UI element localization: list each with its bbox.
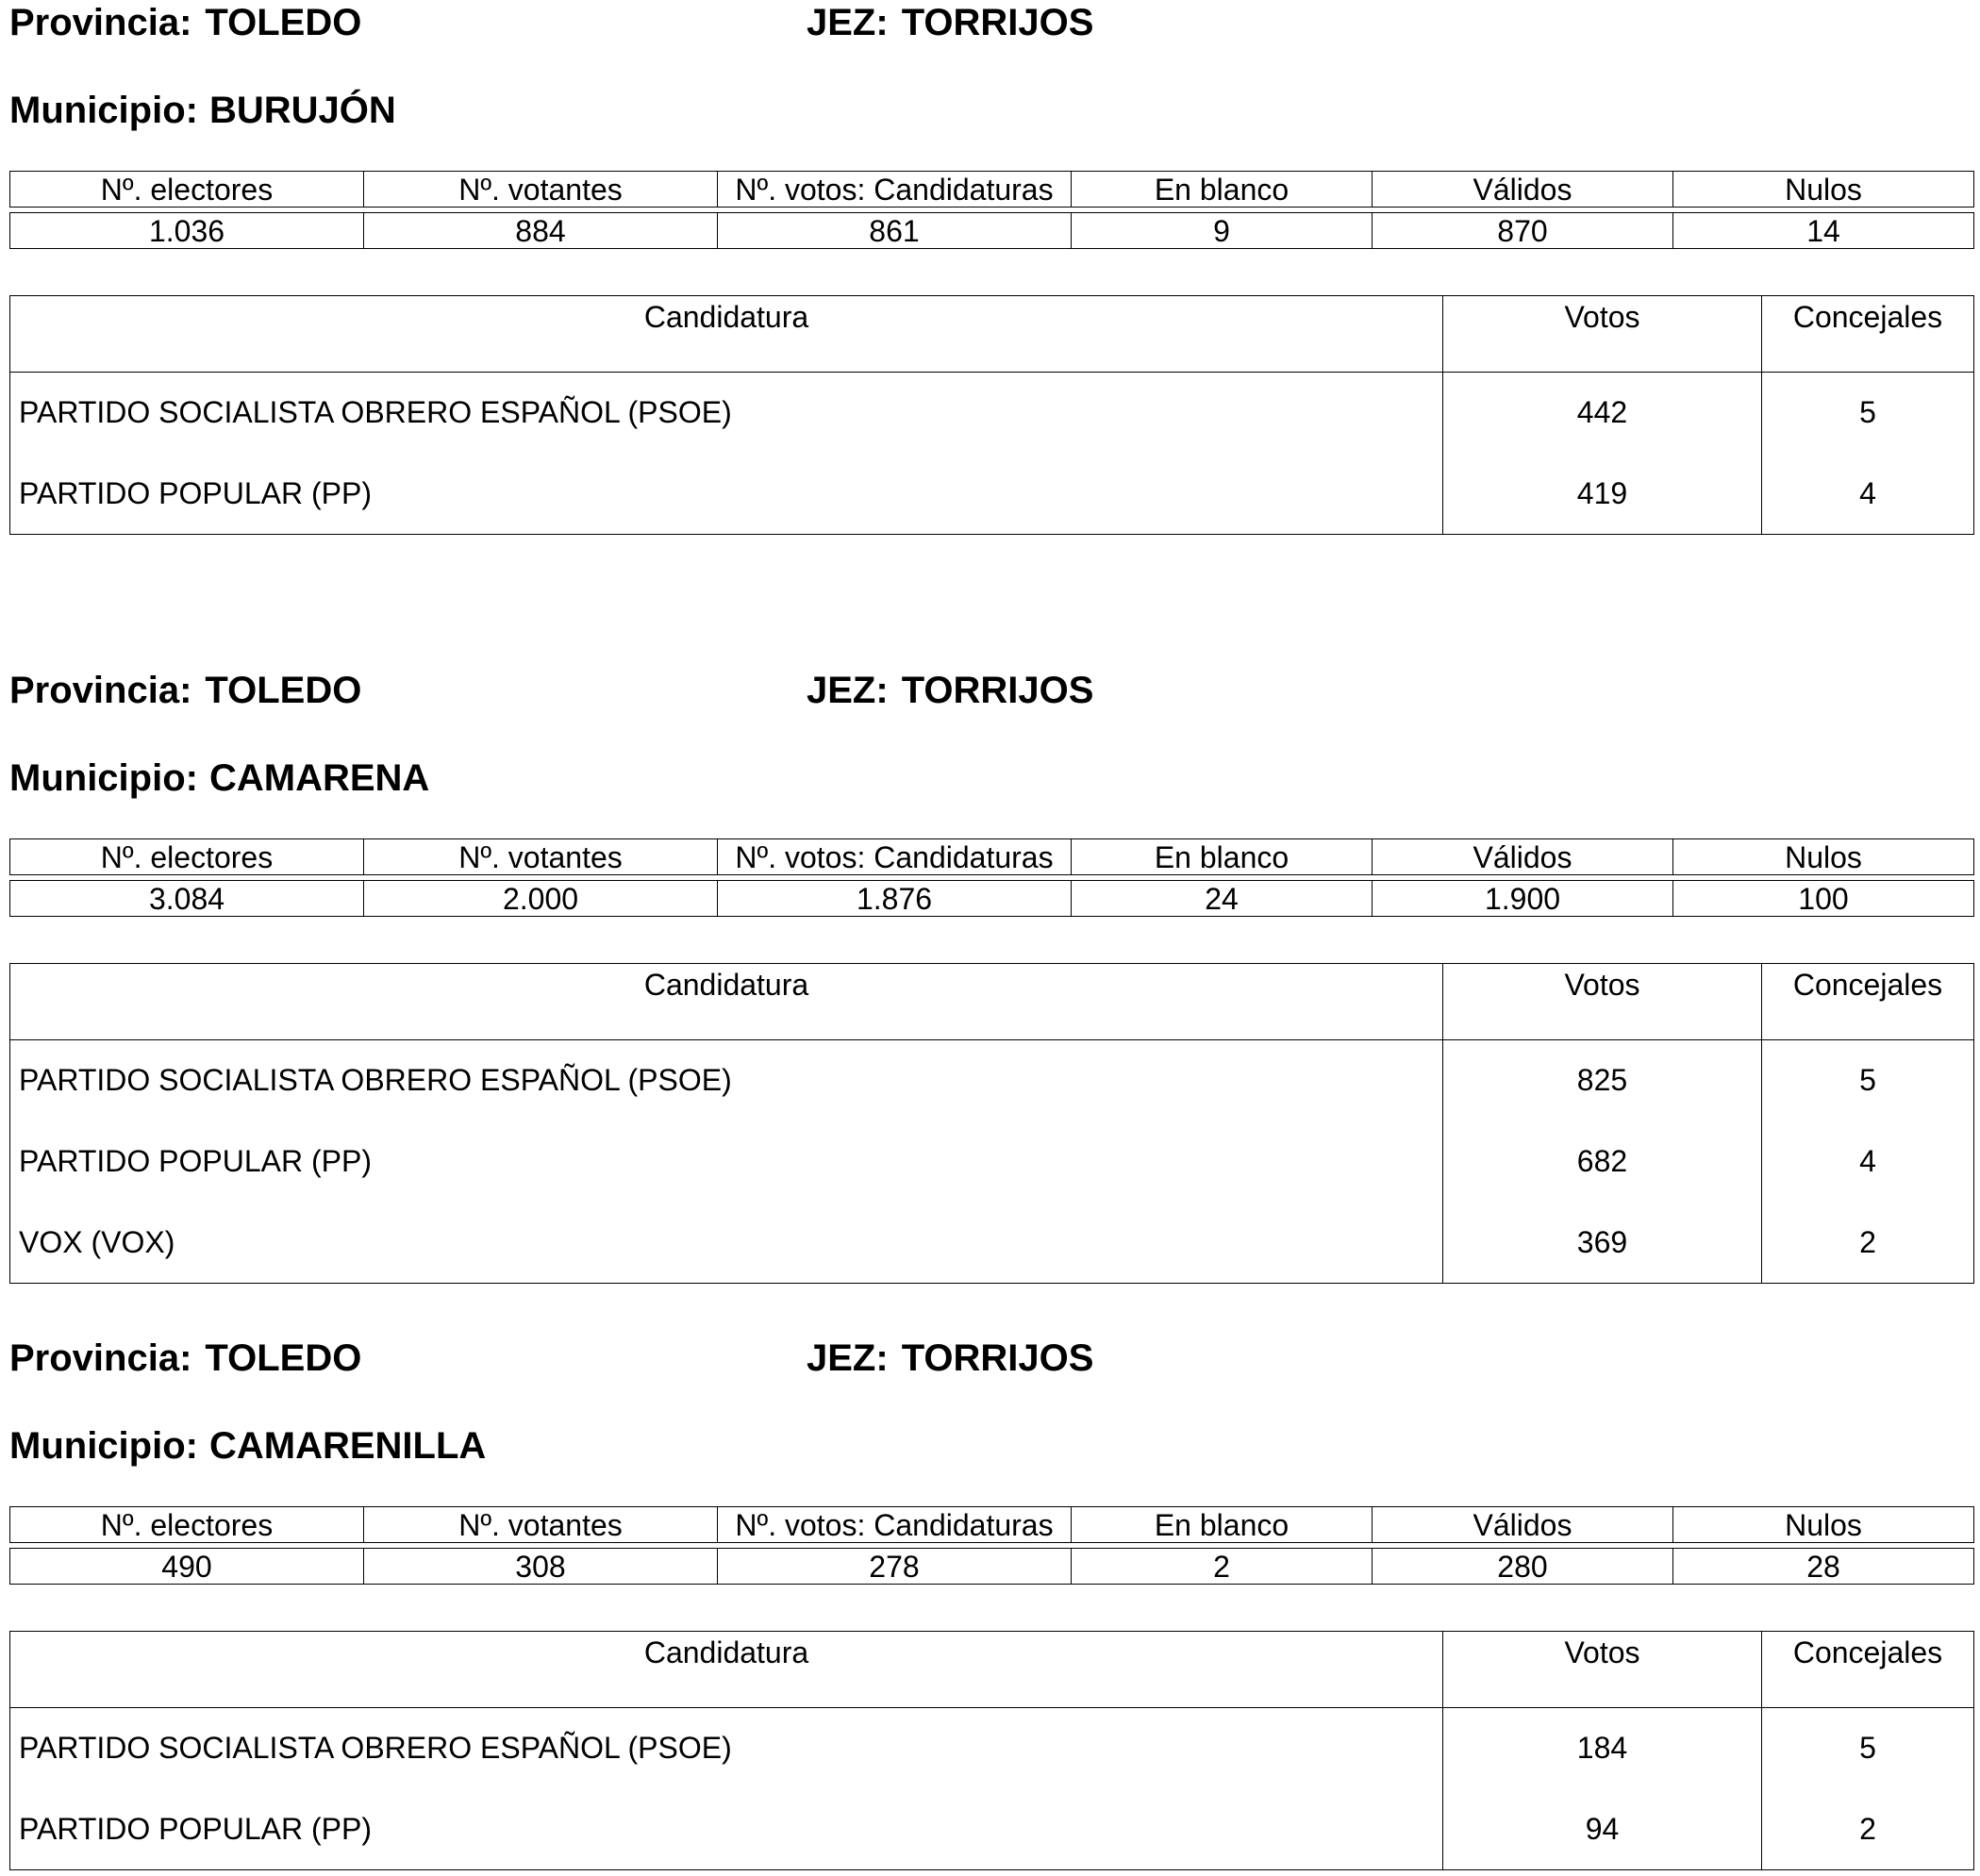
stats-header-votos-candidaturas: Nº. votos: Candidaturas (718, 172, 1072, 208)
cand-concejales: 2 (1762, 1789, 1974, 1870)
candidaturas-table (9, 1631, 1974, 1870)
stats-header-electores: Nº. electores (10, 839, 364, 875)
cand-votos: 419 (1443, 454, 1762, 535)
cand-nombre: PARTIDO SOCIALISTA OBRERO ESPAÑOL (PSOE) (19, 1731, 732, 1766)
cand-votos: 825 (1443, 1040, 1762, 1121)
candidaturas-table (9, 963, 1974, 1284)
municipio-value: CAMARENILLA (208, 1425, 487, 1467)
stats-en-blanco: 9 (1072, 213, 1373, 249)
cand-nombre: PARTIDO SOCIALISTA OBRERO ESPAÑOL (PSOE) (19, 395, 732, 430)
cand-header-candidatura: Candidatura (10, 296, 1443, 373)
municipio-label: Municipio: (9, 90, 198, 131)
cand-concejales: 5 (1762, 1708, 1974, 1789)
cand-header-votos: Votos (1443, 296, 1762, 373)
header-line (9, 1336, 1973, 1392)
cand-nombre: PARTIDO POPULAR (PP) (19, 1811, 372, 1846)
table-row (10, 373, 1974, 454)
provincia-value: TOLEDO (205, 670, 362, 711)
cand-nombre: PARTIDO POPULAR (PP) (19, 475, 372, 510)
jez (807, 0, 1093, 45)
jez-label: JEZ: (807, 2, 889, 43)
cand-votos: 184 (1443, 1708, 1762, 1789)
municipio-label: Municipio: (9, 757, 198, 799)
stats-header-row (10, 839, 1974, 875)
jez-value: TORRIJOS (901, 2, 1094, 43)
stats-nulos: 100 (1673, 881, 1974, 917)
stats-header-validos: Válidos (1373, 1507, 1673, 1543)
municipio (9, 88, 396, 133)
stats-validos: 280 (1373, 1549, 1673, 1585)
stats-votantes: 308 (364, 1549, 718, 1585)
candidaturas-table (9, 295, 1974, 535)
stats-header-nulos: Nulos (1673, 1507, 1974, 1543)
cand-concejales: 4 (1762, 454, 1974, 535)
stats-header-validos: Válidos (1373, 839, 1673, 875)
stats-electores: 490 (10, 1549, 364, 1585)
stats-header-row (10, 1507, 1974, 1543)
provincia-label: Provincia: (9, 670, 192, 711)
cand-votos: 682 (1443, 1121, 1762, 1203)
stats-votos-candidaturas: 861 (718, 213, 1072, 249)
municipio (9, 755, 429, 801)
cand-votos: 94 (1443, 1789, 1762, 1870)
stats-votos-candidaturas: 278 (718, 1549, 1072, 1585)
stats-votos-candidaturas: 1.876 (718, 881, 1072, 917)
stats-electores: 3.084 (10, 881, 364, 917)
stats-value-row (10, 213, 1974, 249)
jez-value: TORRIJOS (901, 670, 1094, 711)
stats-validos: 870 (1373, 213, 1673, 249)
table-row (10, 1708, 1974, 1789)
table-row (10, 1040, 1974, 1121)
stats-en-blanco: 24 (1072, 881, 1373, 917)
cand-header-concejales: Concejales (1762, 1632, 1974, 1708)
provincia (9, 0, 361, 45)
provincia (9, 1336, 361, 1381)
cand-header-concejales: Concejales (1762, 964, 1974, 1040)
municipio-value: BURUJÓN (208, 90, 396, 131)
stats-en-blanco: 2 (1072, 1549, 1373, 1585)
cand-nombre: PARTIDO POPULAR (PP) (19, 1144, 372, 1178)
cand-header-row (10, 1632, 1974, 1708)
jez (807, 1336, 1093, 1381)
stats-header-votantes: Nº. votantes (364, 172, 718, 208)
municipio (9, 1423, 486, 1469)
stats-header-en-blanco: En blanco (1072, 1507, 1373, 1543)
stats-table (9, 1506, 1974, 1585)
stats-header-votantes: Nº. votantes (364, 1507, 718, 1543)
jez-value: TORRIJOS (901, 1337, 1094, 1379)
stats-table (9, 171, 1974, 249)
provincia-value: TOLEDO (205, 1337, 362, 1379)
table-row (10, 454, 1974, 535)
stats-header-nulos: Nulos (1673, 172, 1974, 208)
cand-nombre: PARTIDO SOCIALISTA OBRERO ESPAÑOL (PSOE) (19, 1063, 732, 1098)
provincia (9, 668, 361, 713)
cand-votos: 369 (1443, 1203, 1762, 1284)
cand-concejales: 5 (1762, 373, 1974, 454)
cand-nombre: VOX (VOX) (19, 1224, 175, 1259)
stats-header-nulos: Nulos (1673, 839, 1974, 875)
cand-concejales: 4 (1762, 1121, 1974, 1203)
cand-header-concejales: Concejales (1762, 296, 1974, 373)
stats-votantes: 884 (364, 213, 718, 249)
stats-nulos: 28 (1673, 1549, 1974, 1585)
stats-header-electores: Nº. electores (10, 172, 364, 208)
cand-header-votos: Votos (1443, 964, 1762, 1040)
stats-value-row (10, 881, 1974, 917)
municipio-label: Municipio: (9, 1425, 198, 1467)
stats-electores: 1.036 (10, 213, 364, 249)
stats-table (9, 838, 1974, 917)
stats-value-row (10, 1549, 1974, 1585)
stats-nulos: 14 (1673, 213, 1974, 249)
table-row (10, 1789, 1974, 1870)
cand-votos: 442 (1443, 373, 1762, 454)
cand-header-candidatura: Candidatura (10, 964, 1443, 1040)
cand-header-votos: Votos (1443, 1632, 1762, 1708)
stats-votantes: 2.000 (364, 881, 718, 917)
stats-header-row (10, 172, 1974, 208)
stats-validos: 1.900 (1373, 881, 1673, 917)
provincia-value: TOLEDO (205, 2, 362, 43)
provincia-label: Provincia: (9, 1337, 192, 1379)
table-row (10, 1203, 1974, 1284)
cand-header-candidatura: Candidatura (10, 1632, 1443, 1708)
header-line (9, 668, 1973, 724)
cand-header-row (10, 296, 1974, 373)
stats-header-validos: Válidos (1373, 172, 1673, 208)
cand-concejales: 5 (1762, 1040, 1974, 1121)
jez-label: JEZ: (807, 1337, 889, 1379)
header-line (9, 0, 1973, 57)
provincia-label: Provincia: (9, 2, 192, 43)
jez-label: JEZ: (807, 670, 889, 711)
stats-header-votos-candidaturas: Nº. votos: Candidaturas (718, 839, 1072, 875)
stats-header-votos-candidaturas: Nº. votos: Candidaturas (718, 1507, 1072, 1543)
cand-concejales: 2 (1762, 1203, 1974, 1284)
stats-header-votantes: Nº. votantes (364, 839, 718, 875)
jez (807, 668, 1093, 713)
table-row (10, 1121, 1974, 1203)
stats-header-en-blanco: En blanco (1072, 172, 1373, 208)
stats-header-electores: Nº. electores (10, 1507, 364, 1543)
municipio-value: CAMARENA (208, 757, 430, 799)
stats-header-en-blanco: En blanco (1072, 839, 1373, 875)
cand-header-row (10, 964, 1974, 1040)
